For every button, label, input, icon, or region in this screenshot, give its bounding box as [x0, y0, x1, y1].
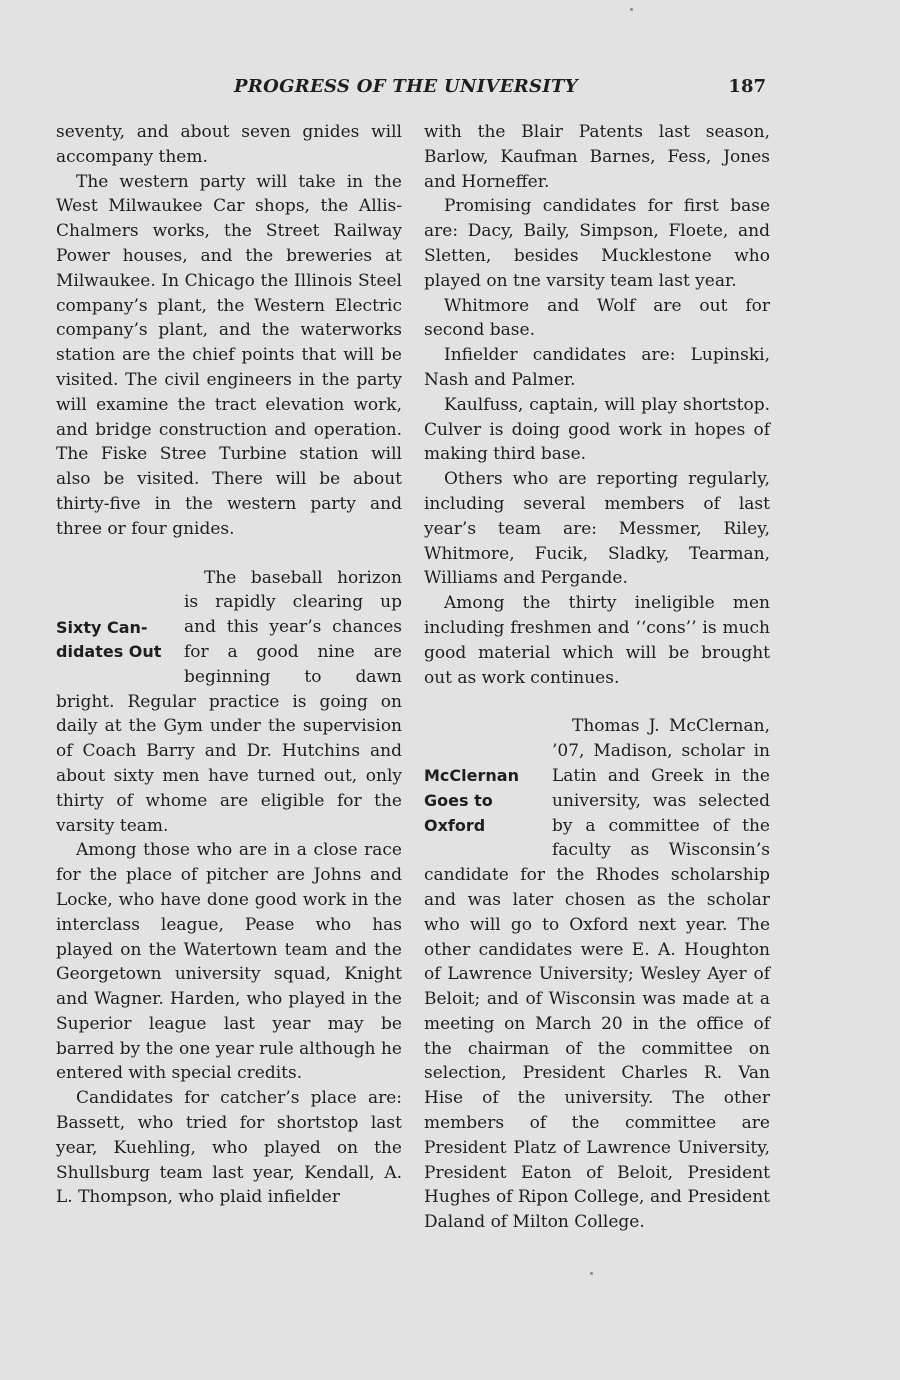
sidehead-mcclernan-oxford: McClernan Goes to Oxford: [424, 766, 519, 835]
right-column: [424, 120, 770, 1235]
page-header: [56, 76, 766, 102]
section-gap: [56, 542, 402, 566]
paragraph: Whitmore and Wolf are out for second base.: [424, 295, 770, 341]
page-number: 187: [728, 76, 766, 97]
paragraph: seventy, and about seven gnides will accompany them.: [56, 122, 402, 167]
paragraph: Others who are reporting regularly, including several members of last year’s team are: Messmer, Riley, Whitmore, Fucik, Sladky, Tearman, Williams and Pergande.: [424, 469, 770, 589]
paragraph: The western party will take in the West Milwaukee Car shops, the Allis-Chalmers works, the Street Railway Power houses, and the breweries at Milwaukee. In Chicago the Illinois Steel company’s plant, the Western Electric company’s plant, and the waterworks station are the chief points that will be visited. The civil engineers in the party will examine the tract elevation work, and bridge construction and operation. The Fiske Stree Turbine station will also be visited. There will be about thirty-five in the western party and three or four gnides.: [56, 171, 402, 539]
paragraph: Infielder candidates are: Lupinski, Nash and Palmer.: [424, 345, 770, 390]
speck-mark: [630, 8, 633, 11]
paragraph-text: Thomas J. McClernan, ’07, Madison, scholar in Latin and Greek in the university, was selected by a committee of the faculty as Wisconsin’s candidate for the Rhodes scholarship and was later chosen as the scholar who will go to Oxford next year. The other candidates were E. A. Houghton of Lawrence University; Wesley Ayer of Beloit; and of Wisconsin was made at a meeting on March 20 in the office of the chairman of the committee on selection, President Charles R. Van Hise of the university. The other members of the committee are President Platz of Lawrence University, President Eaton of Beloit, President Hughes of Ripon College, and President Daland of Milton College.: [424, 716, 770, 1233]
paragraph: Among those who are in a close race for the place of pitcher are Johns and Locke, who have done good work in the interclass league, Pease who has played on the Watertown team and the Georgetown university squad, Knight and Wagner. Harden, who played in the Superior league last year may be barred by the one year rule although he entered with special credits.: [56, 840, 402, 1084]
paragraph: Promising candidates for first base are: Dacy, Baily, Simpson, Floete, and Sletten, besides Mucklestone who played on tne varsity team last year.: [424, 196, 770, 291]
section-gap: [424, 690, 770, 714]
paragraph-text: The baseball horizon is rapidly clearing up and this year’s chances for a good nine are beginning to dawn bright. Regular practice is going on daily at the Gym under the supervision of Coach Barry and Dr. Hutchins and about sixty men have turned out, only thirty of whome are eligible for the varsity team.: [56, 567, 402, 836]
running-head: PROGRESS OF THE UNIVERSITY: [234, 76, 578, 97]
paragraph: Among the thirty ineligible men including freshmen and ‘‘cons’’ is much good material which will be brought out as work continues.: [424, 593, 770, 688]
paragraph: with the Blair Patents last season, Barlow, Kaufman Barnes, Fess, Jones and Horneffer.: [424, 122, 770, 192]
speck-mark: [590, 1272, 593, 1275]
left-column: [56, 120, 402, 1210]
paragraph: Kaulfuss, captain, will play shortstop. Culver is doing good work in hopes of making third base.: [424, 394, 770, 465]
baseball-paragraph: [56, 566, 402, 839]
sidehead-sixty-candidates: Sixty Can-didates Out: [56, 617, 162, 662]
paragraph: Candidates for catcher’s place are: Bassett, who tried for shortstop last year, Kuehling, who played on the Shullsburg team last year, Kendall, A. L. Thompson, who plaid infielder: [56, 1088, 402, 1208]
rhodes-paragraph: [424, 714, 770, 1235]
